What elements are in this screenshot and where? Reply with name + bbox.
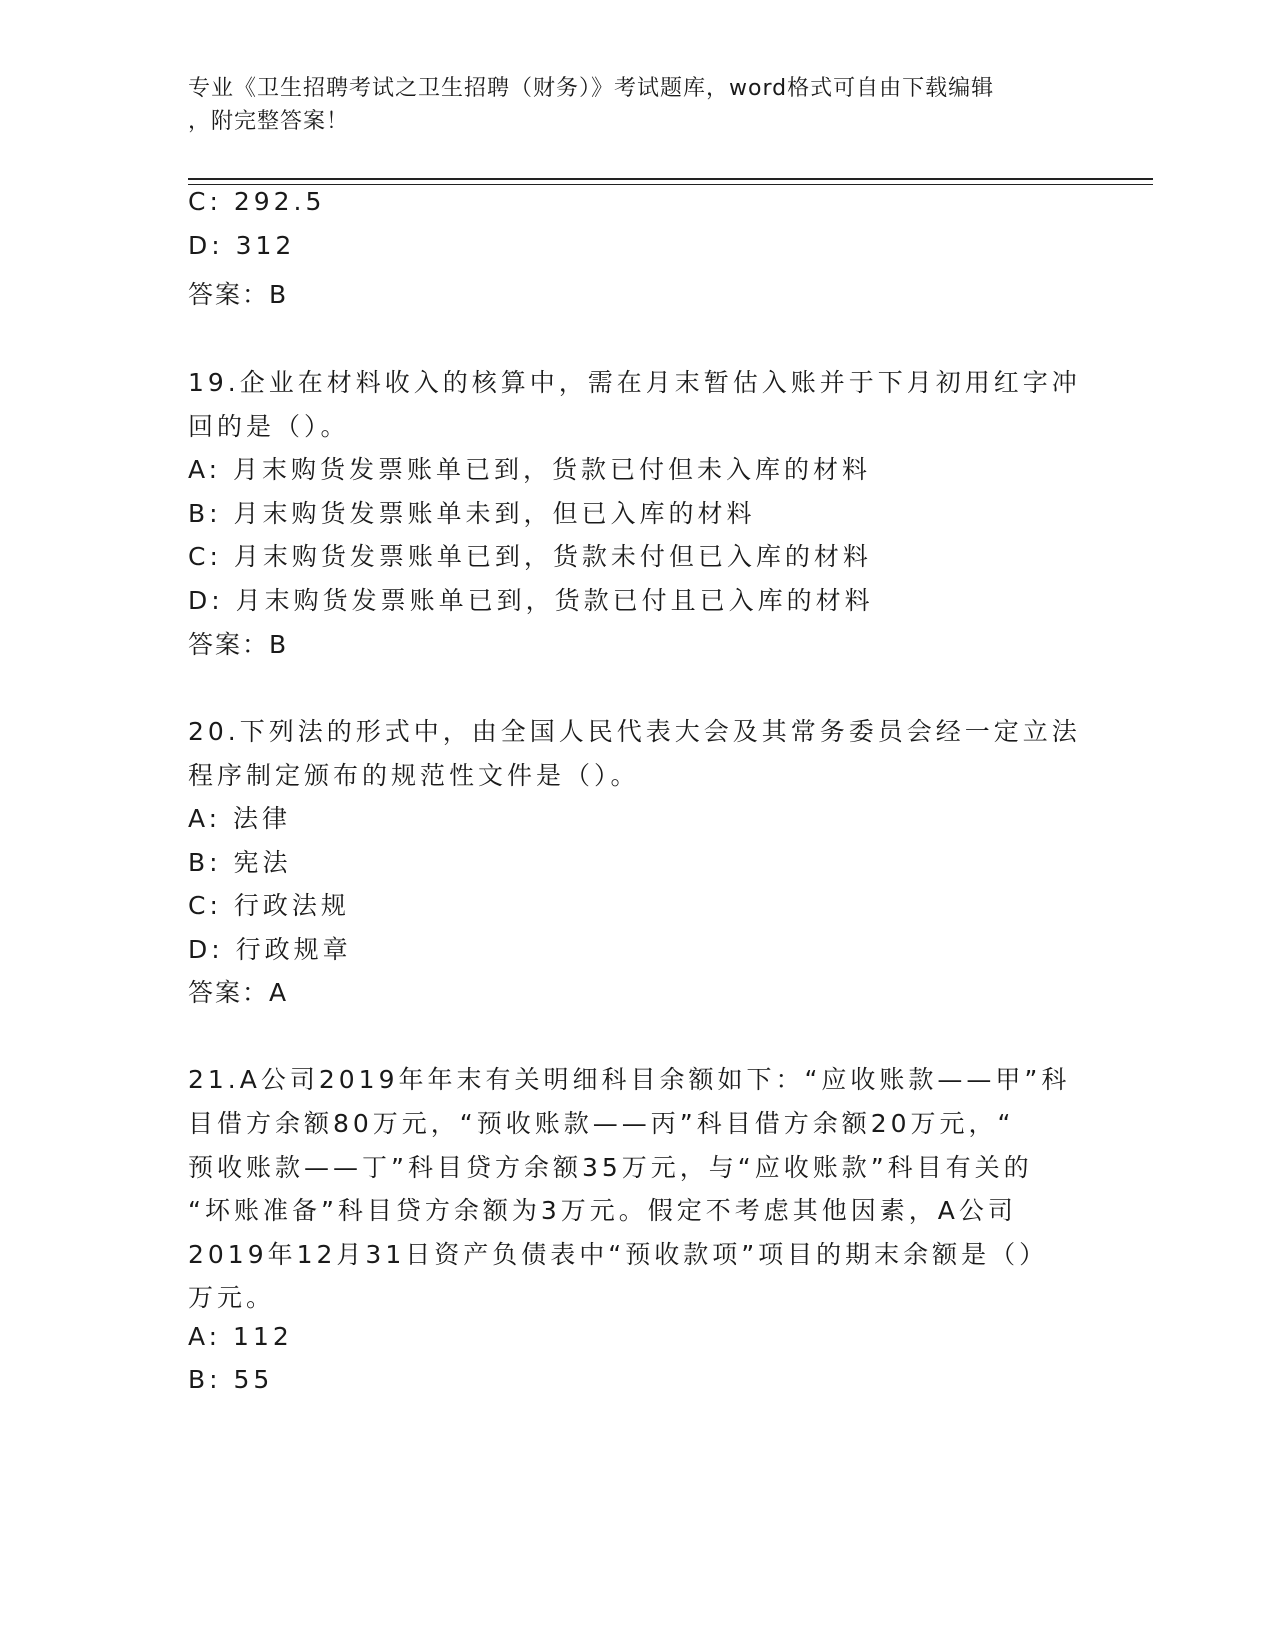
q19-stem-line-2: 回的是（）。 — [188, 412, 350, 441]
q20-answer: 答案：A — [188, 978, 289, 1007]
prev-answer: 答案：B — [188, 280, 289, 309]
q21-stem-line-6: 万元。 — [188, 1283, 276, 1312]
q21-stem-line-1: 21.A公司2019年年末有关明细科目余额如下：“应收账款——甲”科 — [188, 1065, 1071, 1094]
q20-stem-line-2: 程序制定颁布的规范性文件是（）。 — [188, 761, 640, 790]
q21-stem-line-3: 预收账款——丁”科目贷方余额35万元，与“应收账款”科目有关的 — [188, 1153, 1033, 1182]
q21-stem-line-5: 2019年12月31日资产负债表中“预收款项”项目的期末余额是（） — [188, 1240, 1049, 1269]
q19-option-c: C: 月末购货发票账单已到，货款未付但已入库的材料 — [188, 542, 872, 571]
q21-option-a: A: 112 — [188, 1322, 293, 1351]
q20-option-b: B: 宪法 — [188, 848, 292, 877]
header-rule-thin — [188, 184, 1153, 185]
q20-option-d: D: 行政规章 — [188, 935, 352, 964]
prev-option-c: C: 292.5 — [188, 187, 326, 216]
header-line-1: 专业《卫生招聘考试之卫生招聘（财务）》考试题库，word格式可自由下载编辑 — [188, 76, 995, 101]
q20-option-c: C: 行政法规 — [188, 891, 350, 920]
q19-option-d: D: 月末购货发票账单已到，货款已付且已入库的材料 — [188, 586, 874, 615]
q19-option-b: B: 月末购货发票账单未到，但已入库的材料 — [188, 499, 756, 528]
q21-option-b: B: 55 — [188, 1365, 274, 1394]
q21-stem-line-4: “坏账准备”科目贷方余额为3万元。假定不考虑其他因素，A公司 — [188, 1196, 1017, 1225]
q19-option-a: A: 月末购货发票账单已到，货款已付但未入库的材料 — [188, 455, 872, 484]
q20-stem-line-1: 20.下列法的形式中，由全国人民代表大会及其常务委员会经一定立法 — [188, 717, 1081, 746]
q19-stem-line-1: 19.企业在材料收入的核算中，需在月末暂估入账并于下月初用红字冲 — [188, 368, 1081, 397]
q19-answer: 答案：B — [188, 630, 289, 659]
header-line-2: ，附完整答案！ — [188, 109, 350, 134]
header-rule-thick — [188, 178, 1153, 180]
prev-option-d: D: 312 — [188, 231, 296, 260]
q20-option-a: A: 法律 — [188, 804, 292, 833]
q21-stem-line-2: 目借方余额80万元，“预收账款——丙”科目借方余额20万元，“ — [188, 1109, 1015, 1138]
page-header — [188, 72, 1088, 138]
